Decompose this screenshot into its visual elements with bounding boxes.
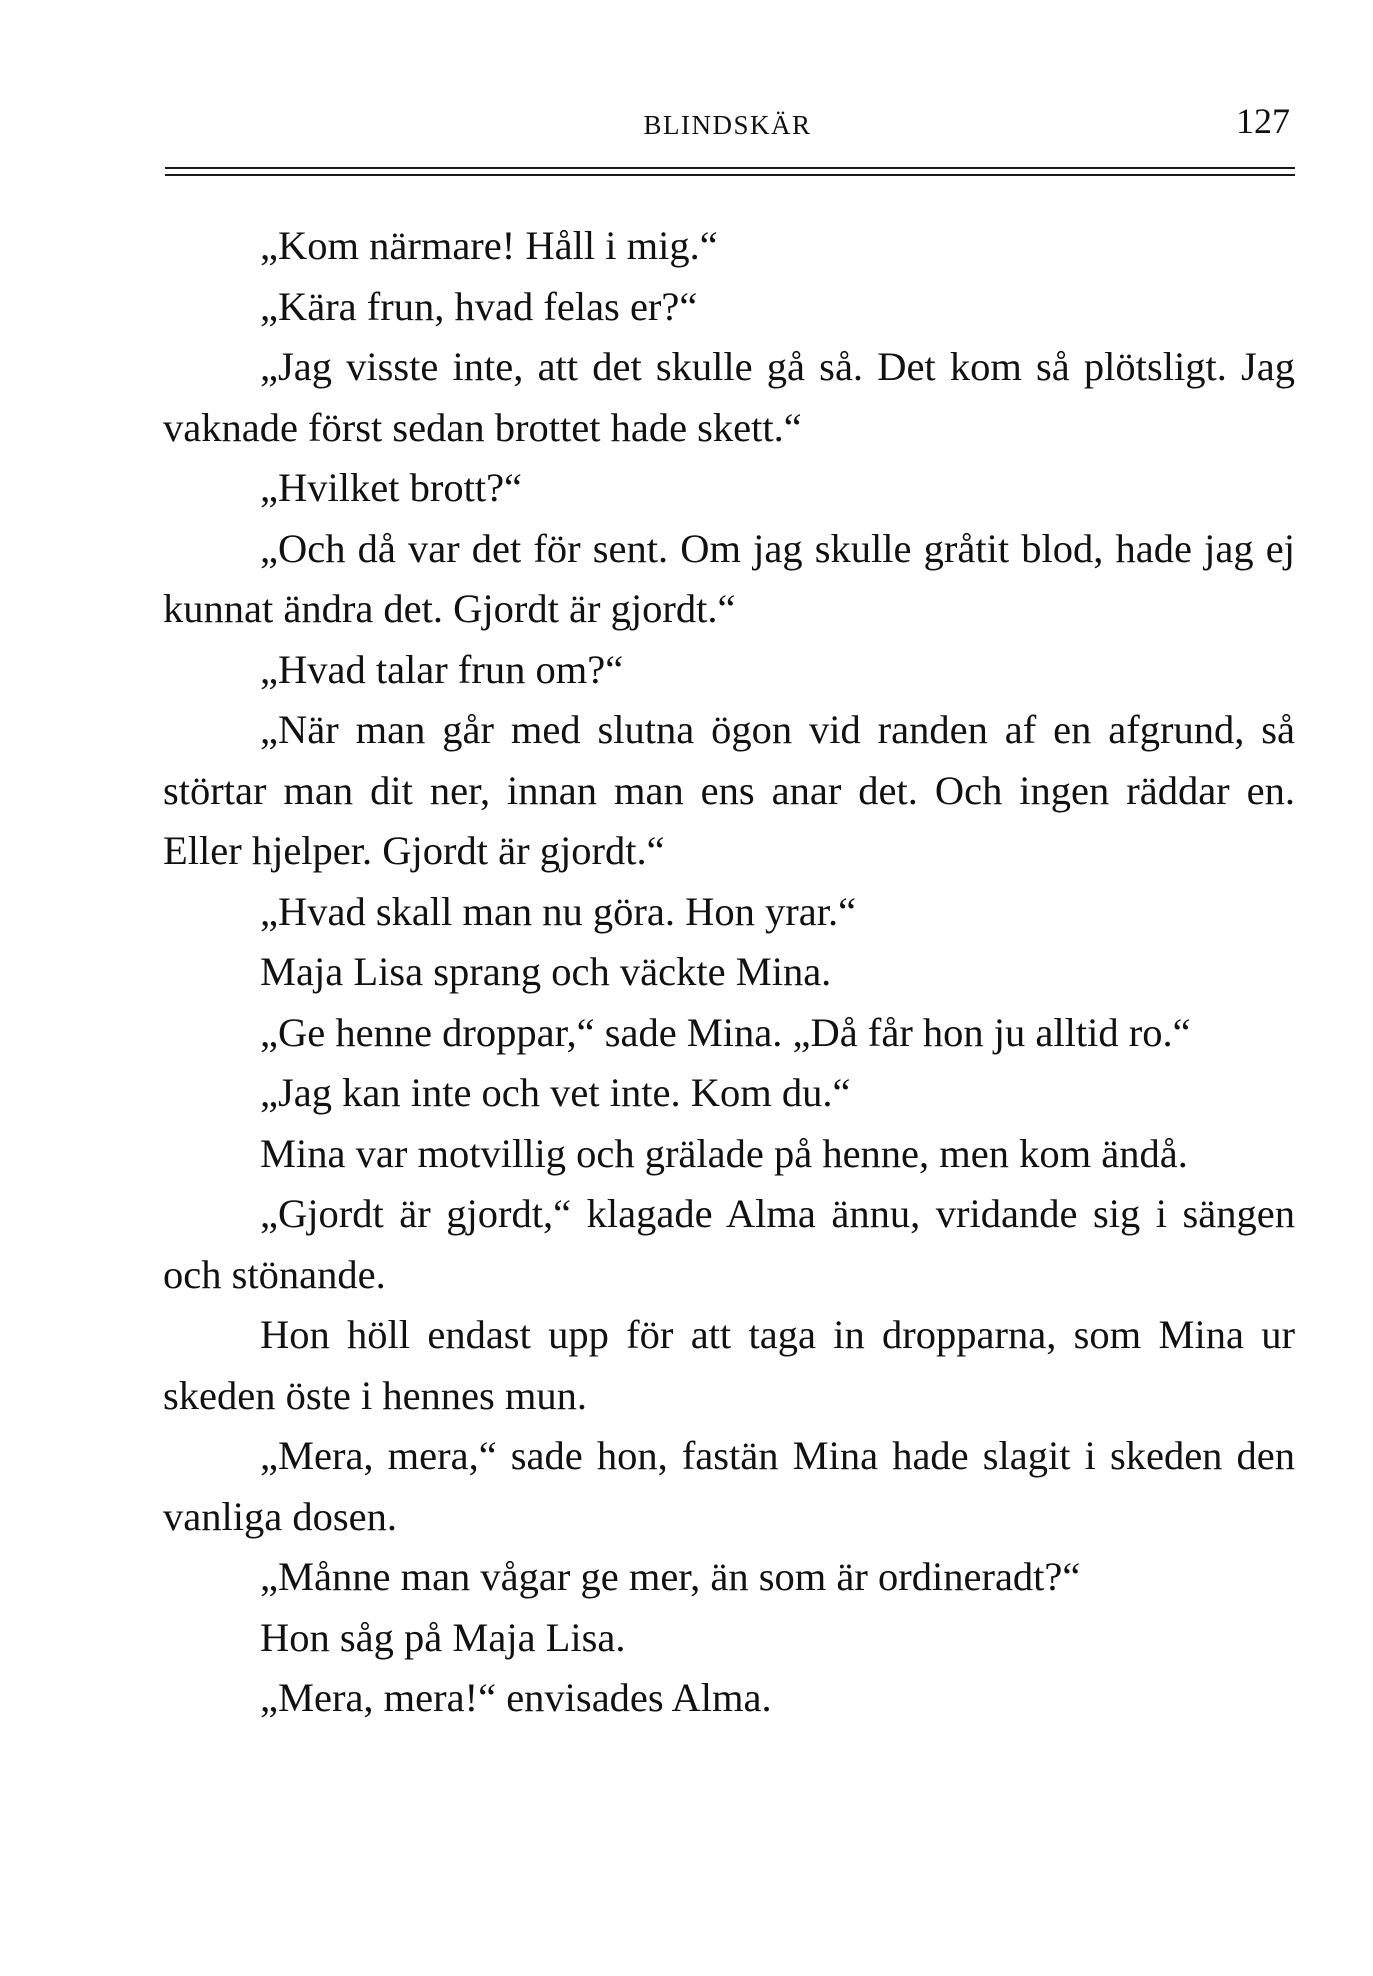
paragraph: „Gjordt är gjordt,“ klagade Alma ännu, vridande sig i sängen och stönande. xyxy=(163,1191,1295,1297)
paragraph: Hon såg på Maja Lisa. xyxy=(260,1614,626,1660)
paragraph: „Kära frun, hvad felas er?“ xyxy=(260,283,698,329)
paragraph: „Och då var det för sent. Om jag skulle gråtit blod, hade jag ej kunnat ändra det. Gjordt är gjordt.“ xyxy=(163,525,1295,631)
paragraph: Hon höll endast upp för att taga in dropparna, som Mina ur skeden öste i hennes mun. xyxy=(163,1312,1295,1418)
page-number: 127 xyxy=(1236,101,1290,141)
page-body xyxy=(163,216,1295,1729)
paragraph: „Mera, mera!“ envisades Alma. xyxy=(260,1675,772,1720)
paragraph: „Månne man vågar ge mer, än som är ordineradt?“ xyxy=(260,1554,1081,1599)
paragraph: „Jag kan inte och vet inte. Kom du.“ xyxy=(260,1070,851,1115)
paragraph: „Kom närmare! Håll i mig.“ xyxy=(260,223,718,268)
paragraph: „Hvilket brott?“ xyxy=(260,465,523,510)
running-head xyxy=(165,100,1290,150)
paragraph: „Ge henne droppar,“ sade Mina. „Då får hon ju alltid ro.“ xyxy=(260,1009,1191,1055)
paragraph: „När man går med slutna ögon vid randen af en afgrund, så störtar man dit ner, innan man ens anar det. Och ingen räddar en. Eller hjelper. Gjordt är gjordt.“ xyxy=(163,707,1295,873)
paragraph: „Hvad skall man nu göra. Hon yrar.“ xyxy=(260,888,857,934)
paragraph: „Mera, mera,“ sade hon, fastän Mina hade slagit i skeden den vanliga dosen. xyxy=(163,1433,1295,1539)
running-title: BLINDSKÄR xyxy=(643,110,812,140)
paragraph: „Jag visste inte, att det skulle gå så. Det kom så plötsligt. Jag vaknade först sedan brottet hade skett.“ xyxy=(163,344,1295,450)
paragraph: Mina var motvillig och grälade på henne, men kom ändå. xyxy=(260,1130,1188,1176)
header-rule-upper xyxy=(165,167,1295,169)
header-rule-lower xyxy=(165,174,1295,176)
paragraph: Maja Lisa sprang och väckte Mina. xyxy=(260,949,832,994)
paragraph: „Hvad talar frun om?“ xyxy=(260,646,624,692)
